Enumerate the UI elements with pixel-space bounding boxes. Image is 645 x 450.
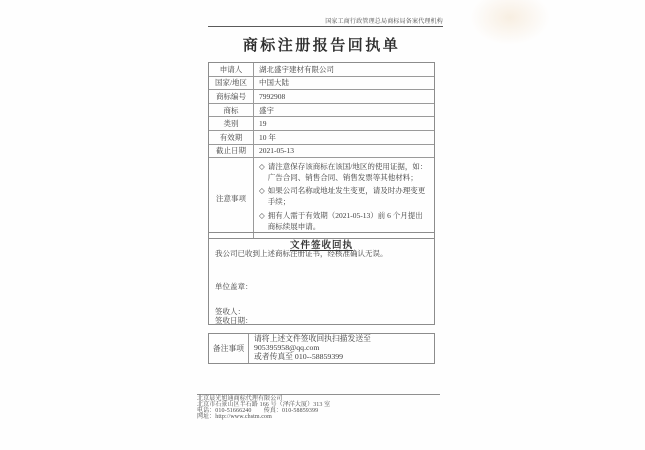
remarks-label: 备注事项 [209, 334, 249, 363]
signer-label: 签收人： [215, 307, 245, 316]
table-row [209, 130, 434, 144]
footer-address: 北京市石景山区半石路 166 号（泽洋大厦）313 室 [197, 401, 331, 408]
row-label: 有效期 [209, 131, 254, 144]
receipt-section [208, 232, 435, 325]
sign-date-label: 签收日期： [215, 316, 253, 325]
row-label: 商标 [209, 104, 254, 117]
row-label: 国家/地区 [209, 77, 254, 90]
row-label: 商标编号 [209, 90, 254, 103]
footer-website: 网址：http://www.chstm.com [197, 413, 272, 420]
scan-smudge [470, 0, 550, 45]
row-label: 注意事项 [209, 158, 254, 238]
notice-text: 如果公司名称或地址发生变更，请及时办理变更手续； [267, 186, 426, 207]
table-row [209, 89, 434, 103]
receipt-statement: 我公司已收到上述商标注册证书，经核准确认无误。 [215, 249, 388, 258]
row-value: 19 [259, 119, 267, 129]
stamp-label: 单位盖章： [215, 282, 253, 291]
remarks-body [249, 334, 434, 363]
row-value: 中国大陆 [259, 78, 289, 88]
receipt-title: 文件签收回执 [289, 241, 353, 251]
table-row [209, 144, 434, 158]
notice-text: 拥有人需于有效期（2021-05-13）前 6 个月提出商标续展申请。 [267, 210, 423, 231]
header-rule [208, 26, 443, 27]
row-value: 盛宇 [259, 105, 274, 115]
diamond-bullet-icon: ◇ [259, 162, 265, 172]
remarks-section [208, 333, 435, 364]
table-row [209, 103, 434, 117]
footer-company: 北京晨光旭通商标代理有限公司 [197, 396, 283, 402]
table-row [209, 116, 434, 130]
row-value: 2021-05-13 [259, 146, 294, 156]
notice-list [254, 158, 434, 238]
row-label: 类别 [209, 117, 254, 130]
row-label: 申请人 [209, 63, 254, 76]
row-value: 7992908 [259, 91, 286, 101]
remarks-line-fax: 或者传真至 010--58859399 [254, 352, 344, 361]
row-label: 截止日期 [209, 145, 254, 158]
diamond-bullet-icon: ◇ [259, 210, 265, 220]
page-title: 商标注册报告回执单 [242, 38, 401, 54]
notice-item [259, 162, 429, 184]
table-row [209, 76, 434, 90]
row-value: 湖北盛宇建材有限公司 [259, 64, 334, 74]
footer-phone-fax: 电话：010-51666240 传真：010-58859399 [197, 407, 319, 414]
row-value: 10 年 [259, 132, 276, 142]
table-row [209, 63, 434, 76]
agency-footer [197, 394, 440, 421]
diamond-bullet-icon: ◇ [259, 186, 265, 196]
agency-note: 国家工商行政管理总局商标局备案代理机构 [325, 19, 443, 25]
remarks-line-send: 请将上述文件签收回执扫描发送至 905395958@qq.com [254, 334, 371, 352]
notice-text: 请注意保存该商标在该国/地区的使用证据，如：广告合同、销售合同、销售发票等其他材料； [267, 162, 428, 183]
notice-item [259, 211, 429, 233]
notice-row [209, 157, 434, 238]
trademark-info-table [208, 62, 435, 239]
notice-item [259, 186, 429, 208]
